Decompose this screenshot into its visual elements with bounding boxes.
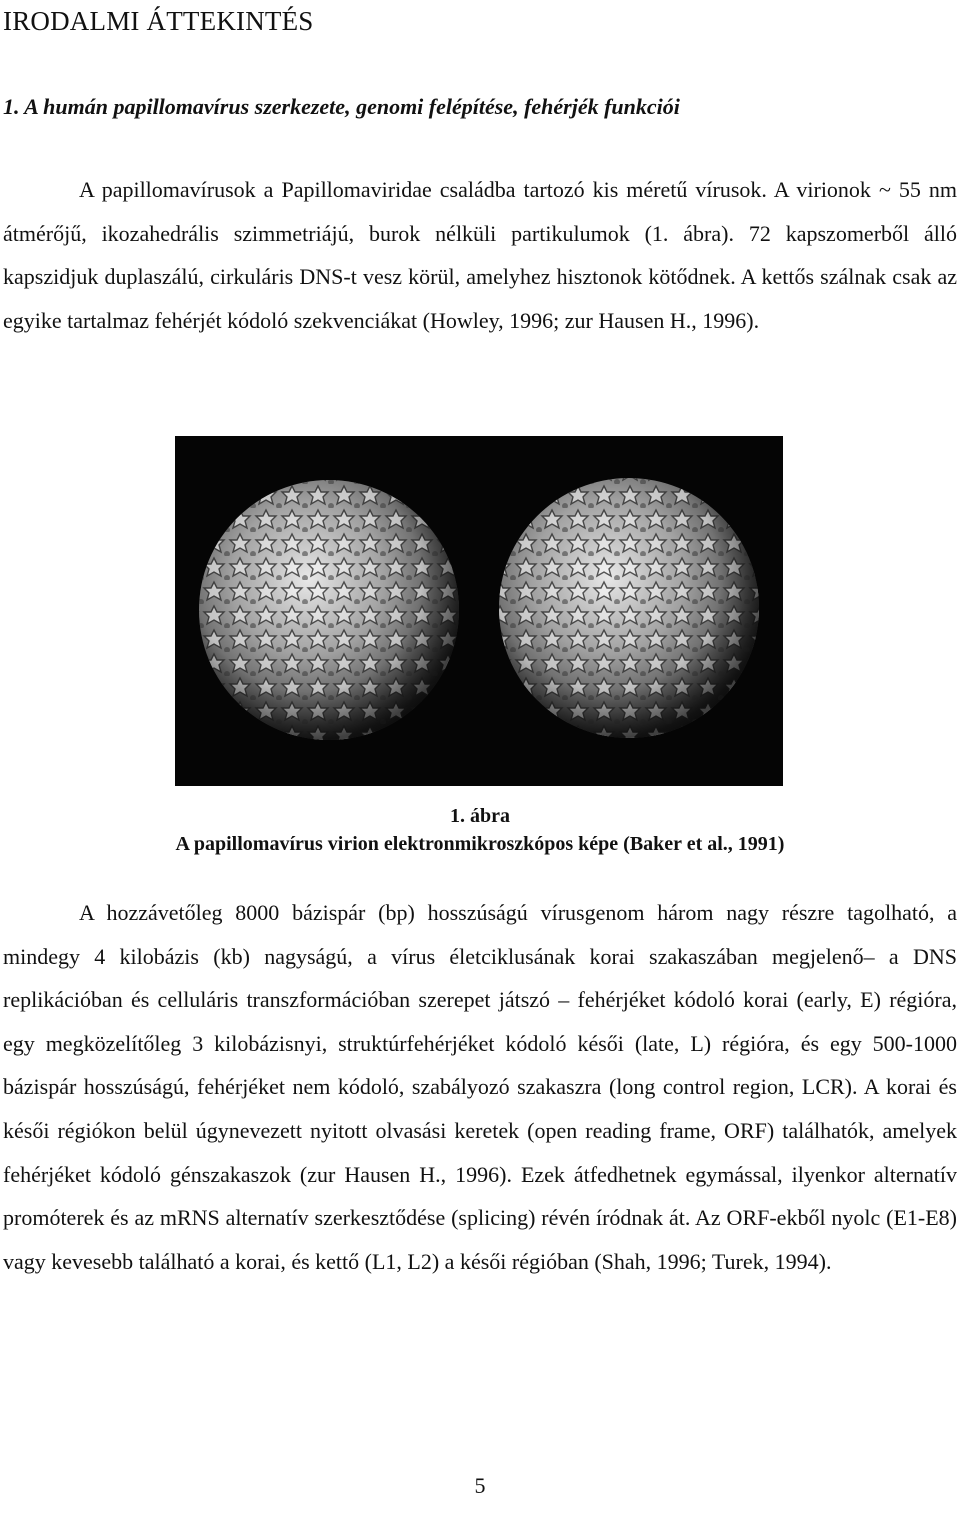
figure-caption: A papillomavírus virion elektronmikroszkópos képe (Baker et al., 1991) <box>175 833 785 855</box>
virion-right <box>499 478 759 738</box>
page-number: 5 <box>474 1473 486 1498</box>
virion-micrograph-figure <box>175 436 783 786</box>
intro-paragraph: A papillomavírusok a Papillomaviridae családba tartozó kis méretű vírusok. A virionok ~ 55 nm átmérőjű, ikozahedrális szimmetriájú, burok nélküli partikulumok (1. ábra). 72 kapszomerből álló kapszidjuk duplaszálú, cirkuláris DNS-t vesz körül, amelyhez hisztonok kötődnek. A kettős szálnak csak az egyike tartalmaz fehérjét kódoló szekvenciákat (Howley, 1996; zur Hausen H., 1996). <box>3 177 957 333</box>
genome-paragraph: A hozzávetőleg 8000 bázispár (bp) hosszúságú vírusgenom három nagy részre tagolható, a mindegy 4 kilobázis (kb) nagyságú, a vírus életciklusának korai szakaszában megjelenő– a DNS replikációban és celluláris transzformációban szerepet játszó – fehérjéket kódoló korai (early, E) régióra, egy megközelítőleg 3 kilobázisnyi, struktúrfehérjéket kódoló késői (late, L) régióra, és egy 500-1000 bázispár hosszúságú, fehérjéket nem kódoló, szabályozó szakaszra (long control region, LCR). A korai és késői régiókon belül úgynevezett nyitott olvasási keretek (open reading frame, ORF) találhatók, amelyek fehérjéket kódoló génszakaszok (zur Hausen H., 1996). Ezek átfedhetnek egymással, ilyenkor alternatív promóterek és az mRNS alternatív szerkesztődése (splicing) révén íródnak át. Az ORF-ekből nyolc (E1-E8) vagy kevesebb található a korai, és kettő (L1, L2) a késői régióban (Shah, 1996; Turek, 1994). <box>3 900 957 1274</box>
virion-micrograph-image <box>175 436 783 786</box>
virion-left <box>199 480 459 740</box>
section-title: 1. A humán papillomavírus szerkezete, genomi felépítése, fehérjék funkciói <box>3 94 680 119</box>
figure-label: 1. ábra <box>450 805 510 827</box>
page-heading: IRODALMI ÁTTEKINTÉS <box>3 6 314 36</box>
